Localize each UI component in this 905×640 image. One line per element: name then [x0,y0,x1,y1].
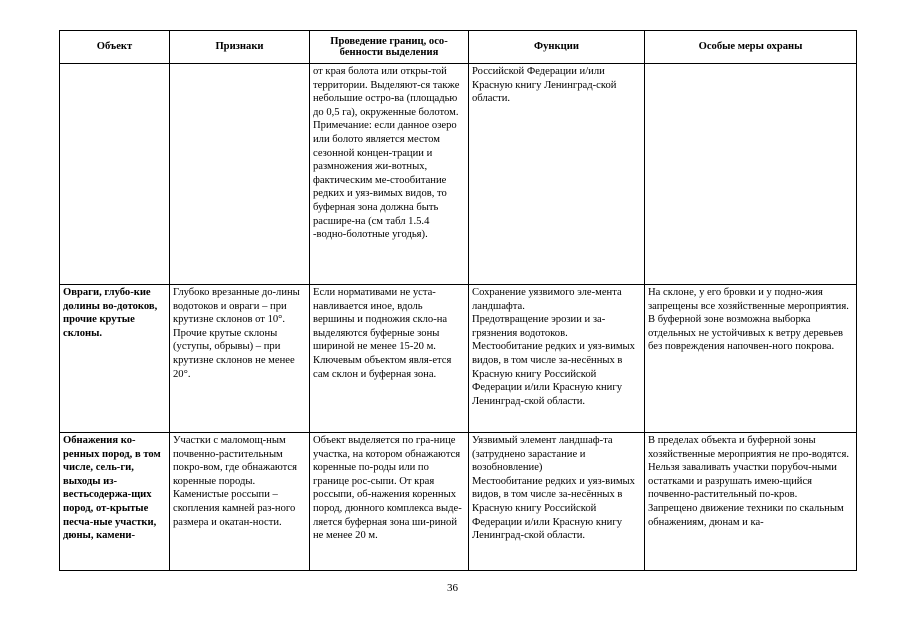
header-measures: Особые меры охраны [645,31,857,64]
measures-paragraph: В пределах объекта и буферной зоны хозяйственные мероприятия не про-водятся. [648,435,850,460]
header-object: Объект [60,31,170,64]
measures-paragraph: Запрещено движение техники по скальным обнажениям, дюнам и ка- [648,502,844,528]
page-number: 36 [447,582,458,594]
signs-paragraph: Участки с маломощ-ным почвенно-растительным покро-вом, где обнажаются коренные породы. [173,435,298,487]
signs-paragraph: Прочие крутые склоны (уступы, обрывы) – при крутизне склонов не менее 20°. [173,327,295,380]
table-row [60,64,857,285]
measures-paragraph: На склоне, у его бровки и у подно-жия запрещены все хозяйственные мероприятия. [648,287,849,312]
cell-object: Обнажения ко-ренных пород, в том числе, сель-ги, выходы из-вестьсодержа-щих пород, от-крытые песча-ные участки, дюны, камени- [60,433,170,571]
cell-object: Овраги, глубо-кие долины во-дотоков, прочие крутые склоны. [60,285,170,433]
cell-signs [170,64,310,285]
measures-paragraph: В буферной зоне возможна выборка отдельных не устойчивых к ветру деревьев без повреждения напочвен-ного покрова. [648,314,844,353]
cell-boundaries [310,433,469,571]
functions-paragraph: Местообитание редких и уяз-вимых видов, в том числе за-несённых в Красную книгу Российской Федерации и/или Красную книгу Ленинград-ской области. [472,341,635,407]
boundaries-paragraph: от края болота или откры-той территории. Выделяют-ся также небольшие остро-ва (площадью до 0,5 га), окруженные болотом. [313,66,460,118]
boundaries-paragraph: Если нормативами не уста-навливается иное, вдоль вершины и подножия скло-на выделяются буферные зоны шириной не менее 15-20 м. [313,287,448,353]
functions-paragraph: Предотвращение эрозии и за-грязнения водотоков. [472,314,606,339]
boundaries-paragraph: Ключевым объектом явля-ется сам склон и буферная зона. [313,354,452,380]
functions-paragraph: Местообитание редких и уяз-вимых видов, в том числе за-несённых в Красную книгу Российской Федерации и/или Красную книгу Ленинград-ской области. [472,475,635,542]
header-boundaries: Проведение границ, осо-бенности выделения [310,31,469,64]
functions-paragraph: Российской Федерации и/или Красную книгу Ленинград-ской области. [472,66,617,105]
header-functions: Функции [469,31,645,64]
signs-paragraph: Глубоко врезанные до-лины водотоков и овраги – при крутизне склонов от 10°. [173,287,300,326]
functions-paragraph: Сохранение уязвимого эле-мента ландшафта. [472,287,622,312]
table-row [60,433,857,571]
cell-signs [170,285,310,433]
signs-paragraph: Каменистые россыпи – скопления камней раз-ного размера и окатан-ности. [173,489,296,528]
boundaries-note: Примечание: если данное озеро или болото является местом сезонной концен-трации и размножения жи-вотных, фактическим ме-стообитание редких и уяз-вимых видов, то буферная зона должна быть расшире-на (см табл 1.5.4 -водно-болотные угодья). [313,120,457,241]
measures-table [59,30,857,571]
header-signs: Признаки [170,31,310,64]
cell-measures [645,285,857,433]
table-row [60,285,857,433]
cell-measures [645,433,857,571]
measures-paragraph: Нельзя заваливать участки порубоч-ными остатками и разрушать имею-щийся почвенно-растительный по-кров. [648,462,837,501]
cell-object [60,64,170,285]
cell-functions [469,433,645,571]
cell-functions [469,64,645,285]
cell-measures [645,64,857,285]
cell-boundaries [310,285,469,433]
header-row [60,31,857,64]
cell-signs [170,433,310,571]
cell-boundaries [310,64,469,285]
boundaries-paragraph: Объект выделяется по гра-нице участка, на котором обнажаются коренные по-роды или по границе рос-сыпи. От края россыпи, об-нажения коренных пород, дюнного комплекса выде-ляется буферная зона ши-риной не менее 20 м. [313,435,462,542]
functions-paragraph: Уязвимый элемент ландшаф-та (затруднено зарастание и возобновление) [472,435,613,474]
cell-functions [469,285,645,433]
